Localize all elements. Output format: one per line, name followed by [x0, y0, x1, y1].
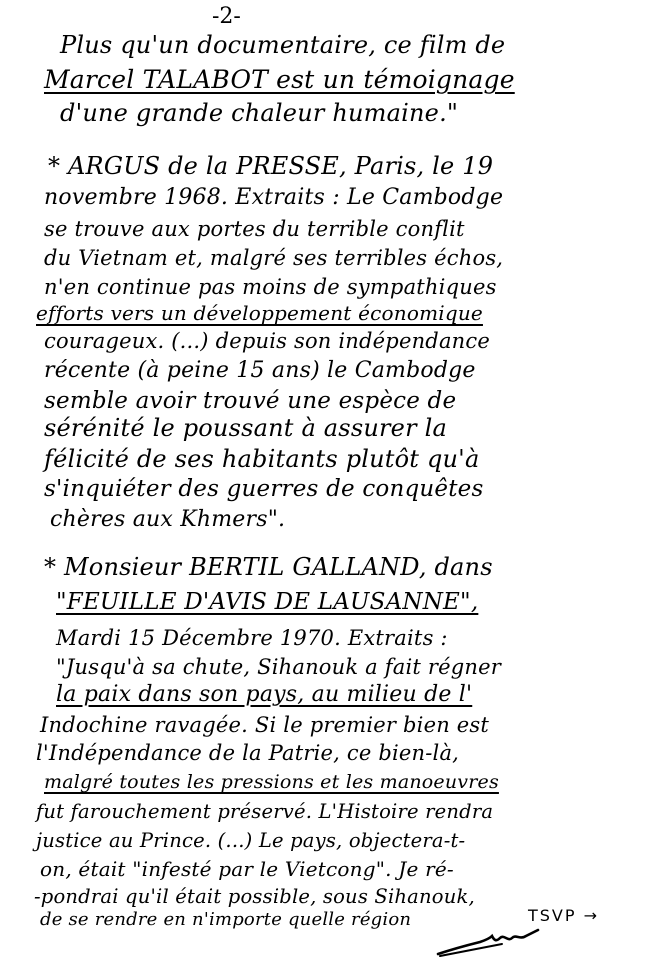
text-line-3: d'une grande chaleur humaine."	[60, 99, 459, 127]
page-number: -2-	[212, 4, 241, 29]
text-line-9: efforts vers un développement économique	[36, 301, 483, 325]
text-line-25: fut farouchement préservé. L'Histoire rendra	[36, 800, 494, 823]
text-line-8: n'en continue pas moins de sympathiques	[44, 275, 497, 299]
text-line-15: s'inquiéter des guerres de conquêtes	[44, 476, 484, 502]
text-line-26: justice au Prince. (...) Le pays, objectera-t-	[36, 829, 466, 852]
text-line-11: récente (à peine 15 ans) le Cambodge	[44, 358, 476, 383]
text-line-17: * Monsieur BERTIL GALLAND, dans	[44, 553, 493, 581]
text-line-4: * ARGUS de la PRESSE, Paris, le 19	[48, 152, 494, 180]
text-line-1: Plus qu'un documentaire, ce film de	[60, 31, 506, 59]
text-line-24: malgré toutes les pressions et les manoeuvres	[44, 771, 499, 793]
signature-mark	[432, 920, 542, 960]
text-line-16: chères aux Khmers".	[50, 507, 286, 532]
text-line-28: -pondrai qu'il était possible, sous Sihanouk,	[34, 885, 475, 908]
text-line-19: Mardi 15 Décembre 1970. Extraits :	[56, 626, 448, 650]
text-line-13: sérénité le poussant à assurer la	[44, 414, 447, 442]
text-line-12: semble avoir trouvé une espèce de	[44, 388, 457, 414]
text-line-2: Marcel TALABOT est un témoignage	[44, 65, 515, 94]
text-line-10: courageux. (...) depuis son indépendance	[44, 329, 490, 353]
text-line-27: on, était "infesté par le Vietcong". Je ré-	[40, 857, 454, 881]
text-line-5: novembre 1968. Extraits : Le Cambodge	[44, 185, 504, 210]
text-line-21: la paix dans son pays, au milieu de l'	[56, 682, 473, 707]
text-line-22: Indochine ravagée. Si le premier bien est	[40, 713, 490, 737]
text-line-20: "Jusqu'à sa chute, Sihanouk a fait régner	[56, 655, 501, 679]
text-line-29: de se rendre en n'importe quelle région	[40, 909, 412, 930]
text-line-14: félicité de ses habitants plutôt qu'à	[44, 445, 480, 473]
text-line-23: l'Indépendance de la Patrie, ce bien-là,	[36, 741, 460, 765]
tsvp-note: TSVP →	[528, 906, 600, 925]
text-line-18: "FEUILLE D'AVIS DE LAUSANNE",	[56, 589, 479, 615]
text-line-6: se trouve aux portes du terrible conflit	[44, 217, 465, 241]
text-line-7: du Vietnam et, malgré ses terribles échos,	[44, 246, 504, 270]
